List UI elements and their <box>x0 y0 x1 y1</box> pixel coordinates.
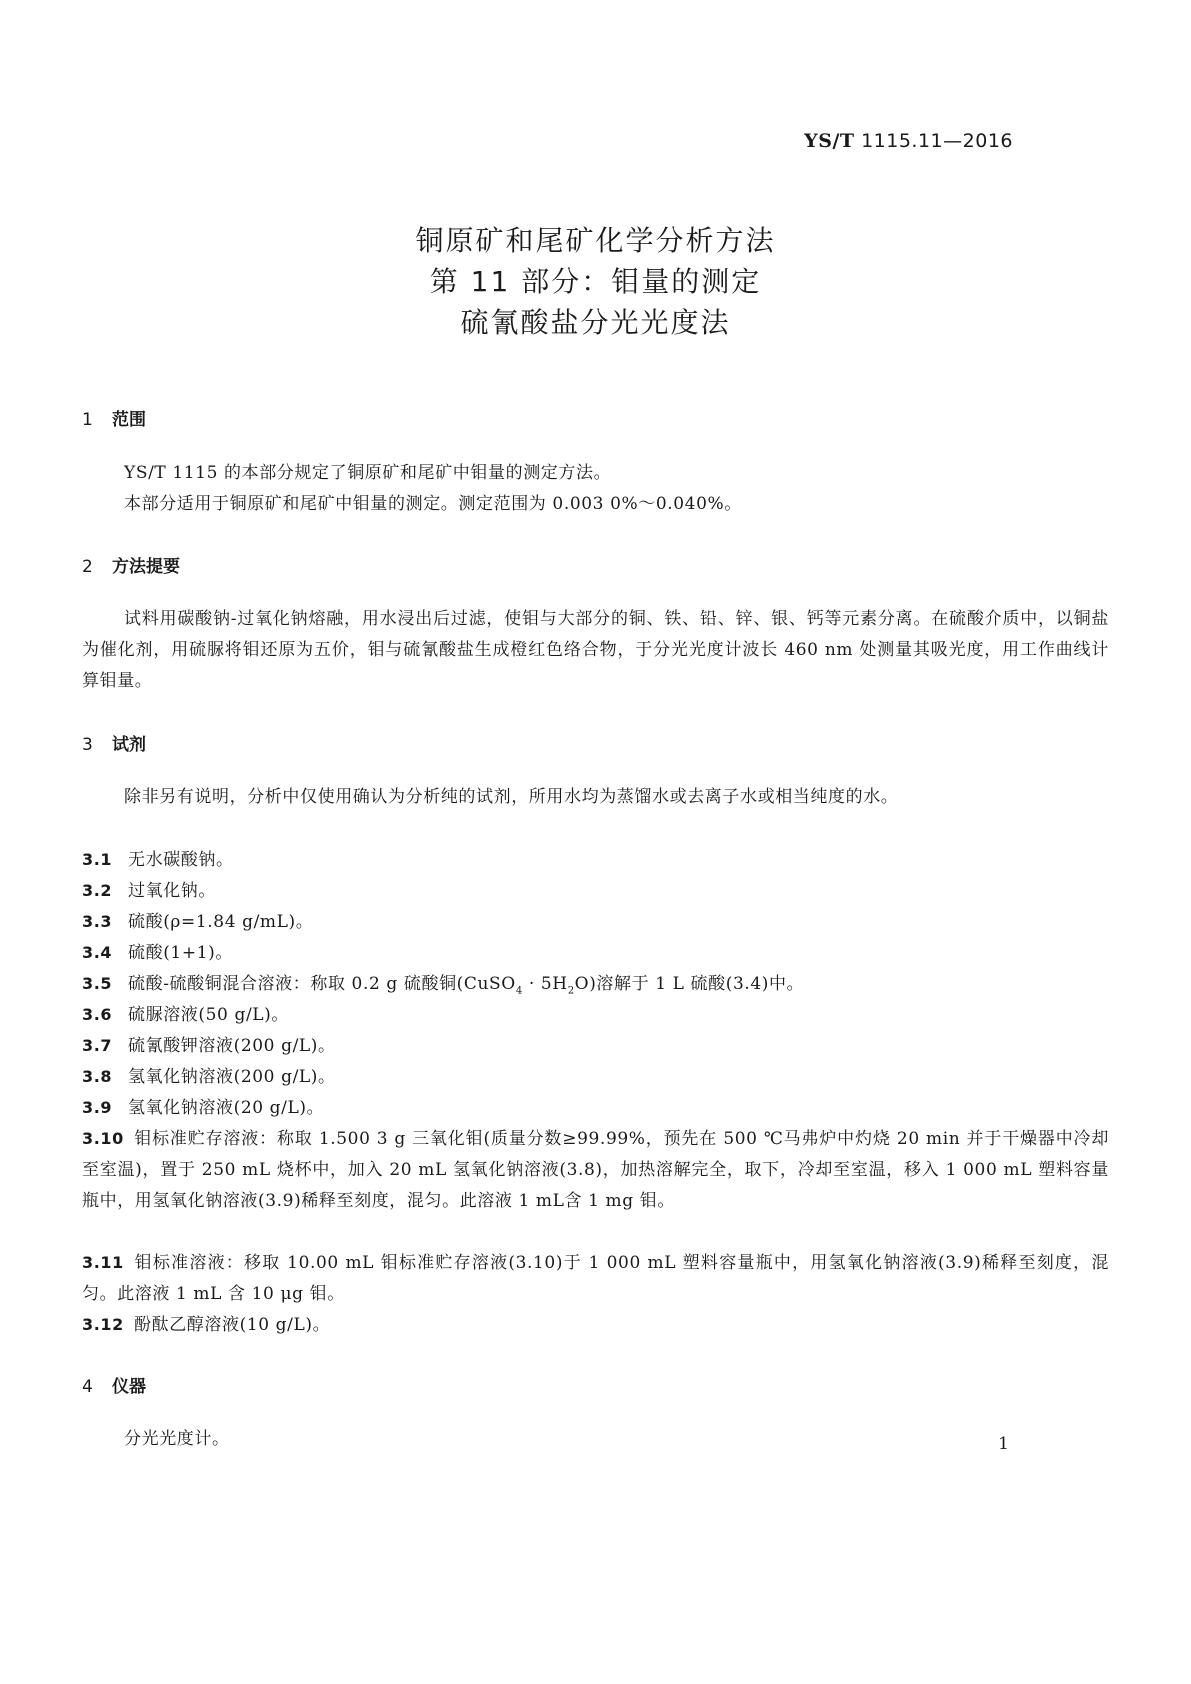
item-text: 硫脲溶液(50 g/L)。 <box>128 1005 289 1025</box>
item-text: 过氧化钠。 <box>128 881 216 901</box>
section-4-heading <box>82 1372 146 1397</box>
section-number: 2 <box>82 557 93 577</box>
section-1-para-2: 本部分适用于铜原矿和尾矿中钼量的测定。测定范围为 0.003 0%～0.040%。 <box>124 494 742 514</box>
item-number: 3.6 <box>82 1005 113 1024</box>
item-text-a: 硫酸-硫酸铜混合溶液：称取 0.2 g 硫酸铜(CuSO <box>128 974 516 994</box>
section-2-heading <box>82 552 180 577</box>
subscript: 4 <box>515 985 523 997</box>
list-item <box>82 1247 1109 1310</box>
item-text: 无水碳酸钠。 <box>128 850 234 870</box>
list-item <box>82 875 1109 907</box>
title-line-1: 铜原矿和尾矿化学分析方法 <box>415 224 776 257</box>
standard-code <box>804 130 1013 152</box>
section-number: 4 <box>82 1377 93 1397</box>
item-text: 硫氰酸钾溶液(200 g/L)。 <box>128 1036 336 1056</box>
section-title: 仪器 <box>112 1377 146 1397</box>
section-3-para-1: 除非另有说明，分析中仅使用确认为分析纯的试剂，所用水均为蒸馏水或去离子水或相当纯度的水。 <box>124 787 899 807</box>
item-number: 3.1 <box>82 850 113 869</box>
item-text: 钼标准溶液：移取 10.00 mL 钼标准贮存溶液(3.10)于 1 000 mL 塑料容量瓶中，用氢氧化钠溶液(3.9)稀释至刻度，混匀。此溶液 1 mL 含 10 μg 钼。 <box>82 1253 1109 1304</box>
section-number: 3 <box>82 735 93 755</box>
item-number: 3.4 <box>82 943 113 962</box>
section-number: 1 <box>82 410 93 430</box>
subscript: 2 <box>567 985 575 997</box>
item-text-b: · 5H <box>522 974 568 994</box>
item-number: 3.10 <box>82 1129 124 1148</box>
list-item <box>82 906 1109 938</box>
item-text: 氢氧化钠溶液(20 g/L)。 <box>128 1098 325 1118</box>
section-title: 范围 <box>112 410 146 430</box>
item-text: 氢氧化钠溶液(200 g/L)。 <box>128 1067 336 1087</box>
list-item <box>82 937 1109 969</box>
list-item <box>82 1309 1109 1341</box>
list-item <box>82 844 1109 876</box>
item-number: 3.9 <box>82 1098 113 1117</box>
document-title <box>0 220 1191 343</box>
section-1-para-1: YS/T 1115 的本部分规定了铜原矿和尾矿中钼量的测定方法。 <box>124 463 612 483</box>
item-number: 3.7 <box>82 1036 113 1055</box>
item-number: 3.12 <box>82 1315 124 1334</box>
list-item <box>82 1092 1109 1124</box>
page-number: 1 <box>998 1434 1009 1454</box>
section-title: 方法提要 <box>112 557 180 577</box>
item-text: 酚酞乙醇溶液(10 g/L)。 <box>134 1315 331 1335</box>
item-number: 3.3 <box>82 912 113 931</box>
standard-number: 1115.11—2016 <box>854 130 1013 152</box>
title-line-3: 硫氰酸盐分光光度法 <box>460 306 731 339</box>
item-number: 3.11 <box>82 1253 124 1272</box>
item-text: 钼标准贮存溶液：称取 1.500 3 g 三氧化钼(质量分数≥99.99%，预先在 500 ℃马弗炉中灼烧 20 min 并于干燥器中冷却至室温)，置于 250 mL 烧杯中，加入 20 mL 氢氧化钠溶液(3.8)，加热溶解完全，取下，冷却至室温，移入 1 000 mL 塑料容量瓶中，用氢氧化钠溶液(3.9)稀释至刻度，混匀。此溶液 1 mL含 1 mg 钼。 <box>82 1129 1109 1211</box>
list-item <box>82 999 1109 1031</box>
section-3-heading <box>82 730 146 755</box>
item-text-c: O)溶解于 1 L 硫酸(3.4)中。 <box>574 974 805 994</box>
list-item <box>82 1123 1109 1217</box>
section-title: 试剂 <box>112 735 146 755</box>
section-1-heading <box>82 405 146 430</box>
item-number: 3.2 <box>82 881 113 900</box>
item-number: 3.5 <box>82 974 113 993</box>
list-item <box>82 1030 1109 1062</box>
standard-prefix: YS/T <box>804 130 855 152</box>
item-text: 硫酸(ρ=1.84 g/mL)。 <box>128 912 314 932</box>
list-item <box>82 1061 1109 1093</box>
title-line-2: 第 11 部分：钼量的测定 <box>429 265 762 298</box>
section-4-para-1: 分光光度计。 <box>124 1429 230 1449</box>
section-2-para-1: 试料用碳酸钠-过氧化钠熔融，用水浸出后过滤，使钼与大部分的铜、铁、铅、锌、银、钙等元素分离。在硫酸介质中，以铜盐为催化剂，用硫脲将钼还原为五价，钼与硫氰酸盐生成橙红色络合物，于分光光度计波长 460 nm 处测量其吸光度，用工作曲线计算钼量。 <box>82 609 1109 691</box>
item-number: 3.8 <box>82 1067 113 1086</box>
item-text: 硫酸(1+1)。 <box>128 943 233 963</box>
